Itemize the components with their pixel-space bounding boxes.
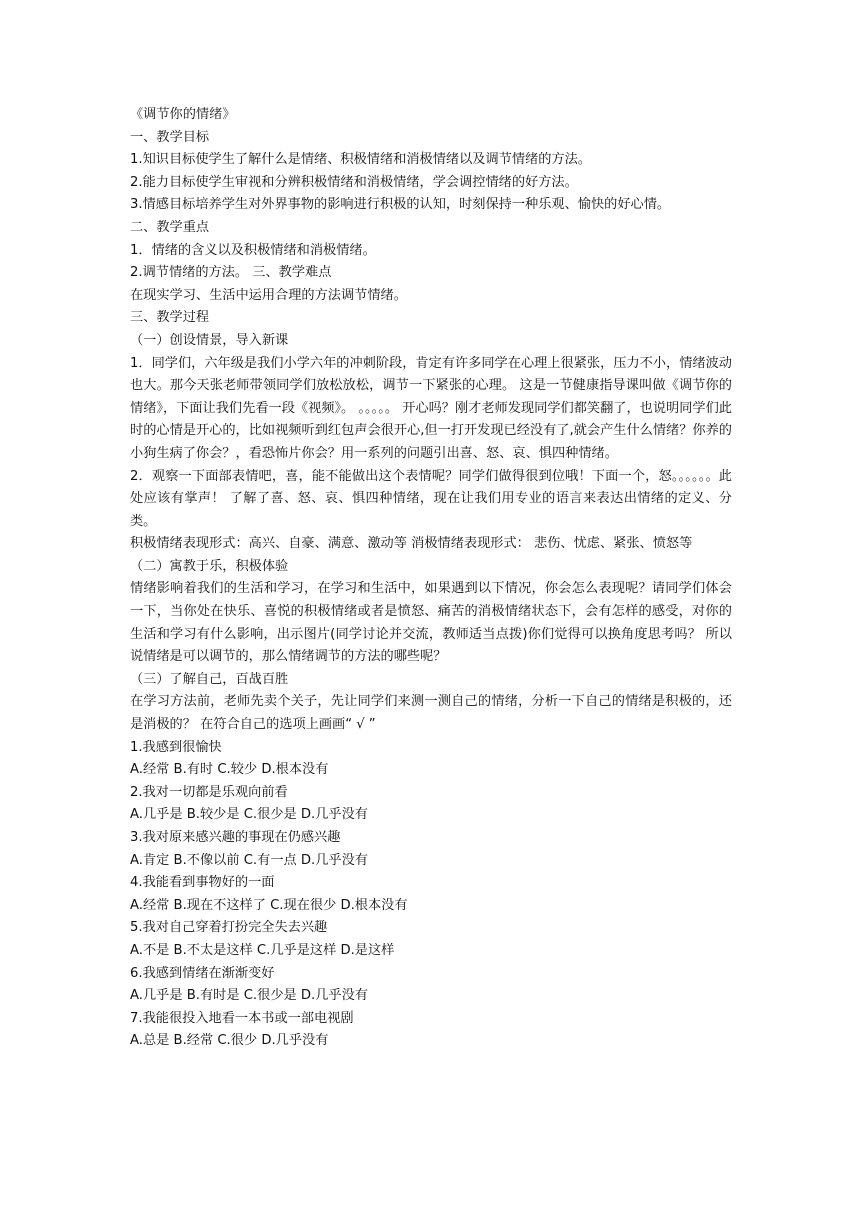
difficulty-text: 在现实学习、生活中运用合理的方法调节情绪。	[130, 287, 407, 303]
answer-options-1: A.经常 B.有时 C.较少 D.根本没有	[130, 762, 329, 778]
answer-options-6: A.几乎是 B.有时是 C.很少是 D.几乎没有	[130, 988, 368, 1004]
part1-paragraph-1: 1．同学们，六年级是我们小学六年的冲刺阶段，肯定有许多同学在心理上很紧张，压力不小，情绪波动也大。那今天张老师带领同学们放松放松，调节一下紧张的心理。 这是一节健康指导课叫做《调节你的情绪》，下面让我们先看一段《视频》。 。。。。。 开心吗？刚才老师发现同学们都笑翻了，也说明同学们此时的心情是开心的，比如视频听到红包声会很开心,但一打开发现已经没有了,就会产生什么情绪？你养的小狗生病了你会？，看恐怖片你会？用一系列的问题引出喜、怒、哀、惧四种情绪。	[130, 355, 732, 461]
emotion-forms-text: 积极情绪表现形式：高兴、自豪、满意、激动等 消极情绪表现形式： 悲伤、忧虑、紧张、愤怒等	[130, 536, 693, 552]
question-5: 5.我对自己穿着打扮完全失去兴趣	[130, 920, 328, 936]
section-heading-process: 三、教学过程	[130, 310, 210, 326]
section-heading-goals: 一、教学目标	[130, 129, 210, 145]
goal-ability: 2.能力目标使学生审视和分辨积极情绪和消极情绪，学会调控情绪的好方法。	[130, 174, 578, 190]
answer-options-5: A.不是 B.不太是这样 C.几乎是这样 D.是这样	[130, 942, 395, 958]
answer-options-7: A.总是 B.经常 C.很少 D.几乎没有	[130, 1033, 329, 1049]
part3-heading: （三）了解自己，百战百胜	[130, 671, 289, 687]
answer-options-3: A.肯定 B.不像以前 C.有一点 D.几乎没有	[130, 852, 368, 868]
question-1: 1.我感到很愉快	[130, 739, 222, 755]
part1-paragraph-2: 2．观察一下面部表情吧，喜，能不能做出这个表情呢？同学们做得很到位哦！下面一个，怒。。。。。。此处应该有掌声！ 了解了喜、怒、哀、惧四种情绪，现在让我们用专业的语言来表达出情绪的定义、分类。	[130, 468, 732, 529]
part2-paragraph: 情绪影响着我们的生活和学习，在学习和生活中，如果遇到以下情况，你会怎么表现呢？请同学们体会一下，当你处在快乐、喜悦的积极情绪或者是愤怒、痛苦的消极情绪状态下，会有怎样的感受，对你的生活和学习有什么影响，出示图片(同学讨论并交流，教师适当点拨)你们觉得可以换角度思考吗？ 所以说情绪是可以调节的，那么情绪调节的方法的哪些呢？	[130, 581, 732, 665]
goal-emotion: 3.情感目标培养学生对外界事物的影响进行积极的认知，时刻保持一种乐观、愉快的好心情。	[130, 197, 671, 213]
question-6: 6.我感到情绪在渐渐变好	[130, 965, 275, 981]
part1-heading: （一）创设情景，导入新课	[130, 332, 289, 348]
question-7: 7.我能很投入地看一本书或一部电视剧	[130, 1010, 354, 1026]
part2-heading: （二）寓教于乐，积极体验	[130, 558, 289, 574]
part3-paragraph: 在学习方法前，老师先卖个关子，先让同学们来测一测自己的情绪，分析一下自己的情绪是积极的，还是消极的？ 在符合自己的选项上画画“ √ ”	[130, 694, 732, 733]
answer-options-2: A.几乎是 B.较少是 C.很少是 D.几乎没有	[130, 807, 368, 823]
section-heading-key-points: 二、教学重点	[130, 219, 210, 235]
question-3: 3.我对原来感兴趣的事现在仍感兴趣	[130, 830, 341, 845]
key-point-2: 2.调节情绪的方法。 三、教学难点	[130, 265, 332, 281]
document-page	[130, 104, 732, 1053]
goal-knowledge: 1.知识目标使学生了解什么是情绪、积极情绪和消极情绪以及调节情绪的方法。	[130, 152, 591, 168]
answer-options-4: A.经常 B.现在不这样了 C.现在很少 D.根本没有	[130, 897, 408, 913]
document-title: 《调节你的情绪》	[130, 107, 236, 122]
question-4: 4.我能看到事物好的一面	[130, 875, 275, 891]
key-point-1: 1．情绪的含义以及积极情绪和消极情绪。	[130, 242, 376, 258]
question-2: 2.我对一切都是乐观向前看	[130, 784, 288, 800]
